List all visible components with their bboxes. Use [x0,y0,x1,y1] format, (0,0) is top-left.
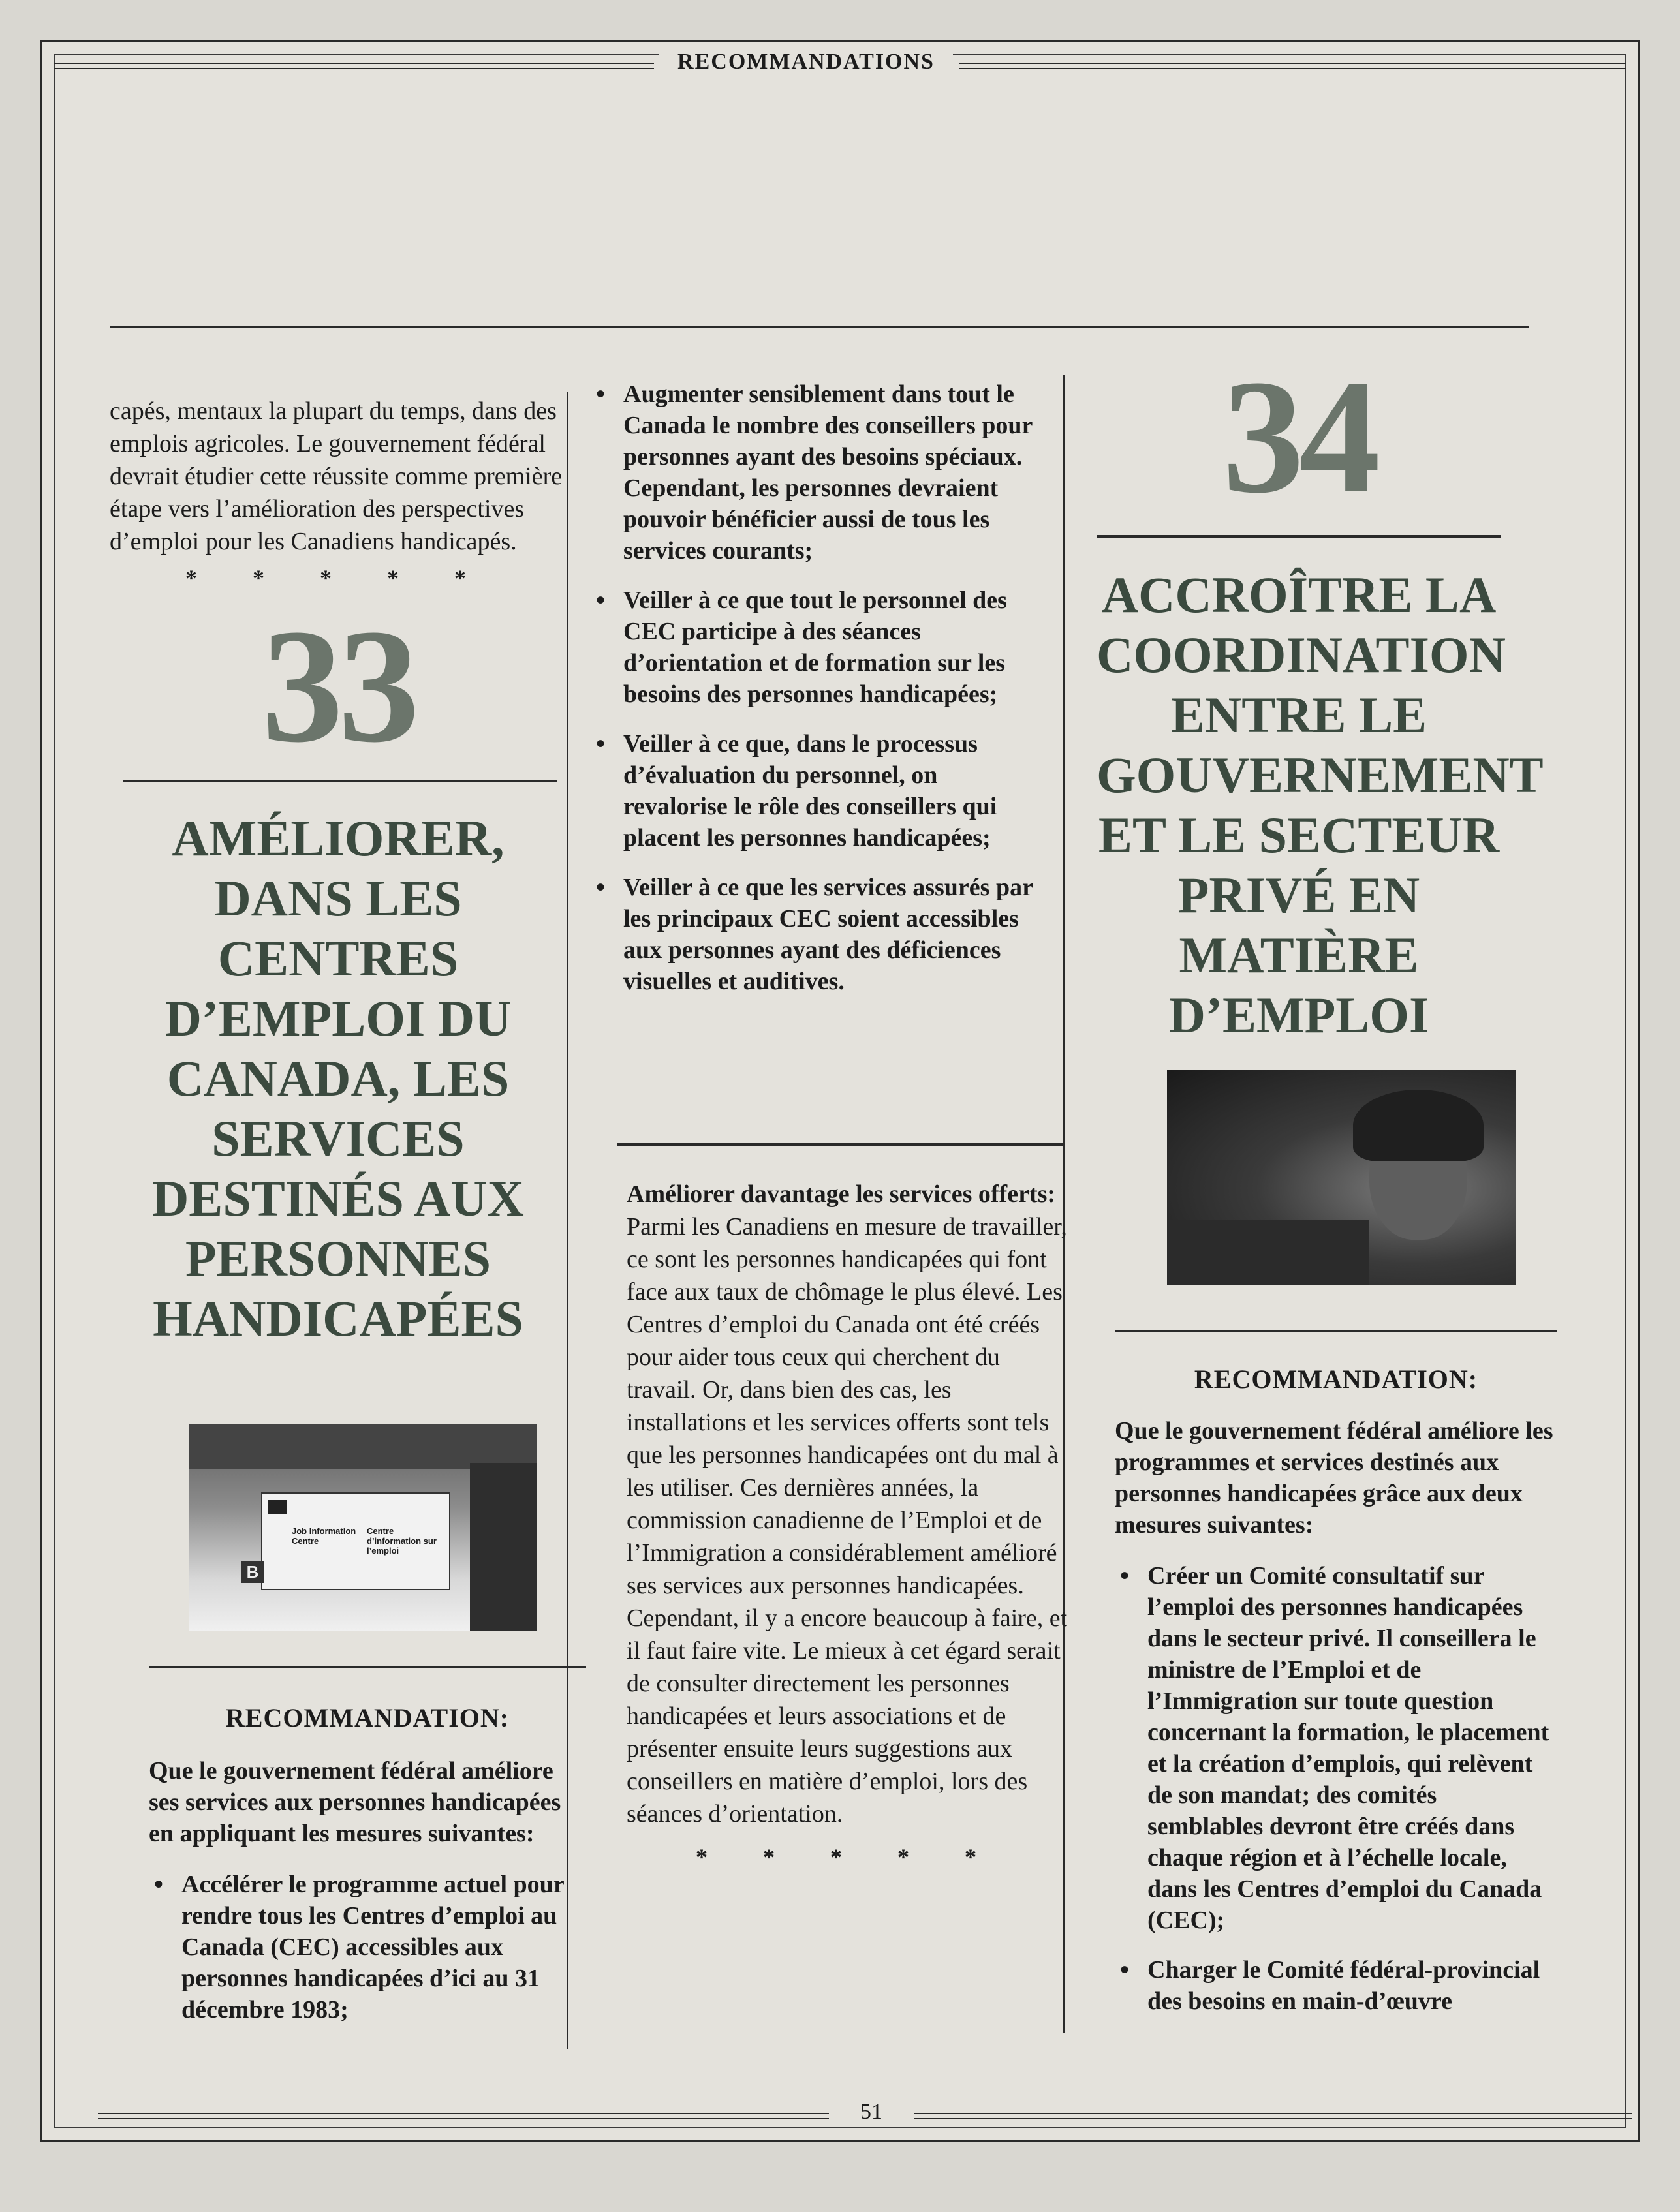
job-centre-photo [189,1424,537,1631]
section-number: 34 [1222,346,1375,527]
recommendation-list [149,1869,586,2025]
header-rule-right-2 [959,68,1626,69]
footer-rule-right [914,2113,1632,2114]
page-number: 51 [832,2100,910,2125]
sign-french: Centre d’information sur l’emploi [367,1526,437,1556]
reco-rule [149,1666,586,1668]
photo-hair [1353,1090,1484,1161]
header-rule-left-2 [54,68,654,69]
reco-rule [1115,1330,1557,1332]
flag-icon [268,1500,287,1514]
column-divider-1 [567,392,568,2049]
photo-sign-board [261,1492,450,1590]
level-sign: B [241,1561,264,1583]
separator-stars: * * * * * [185,565,491,591]
section-rule [1097,535,1501,538]
photo-column [470,1463,537,1631]
column-2-rule [617,1143,1064,1146]
recommendation-title: RECOMMANDATION: [1194,1364,1478,1394]
recommendation-intro: Que le gouvernement fédéral améliore ses services aux personnes handicapées en appliquant les mesures suivantes: [149,1757,561,1847]
sign-english: Job Information Centre [292,1526,356,1546]
section-rule [123,780,557,782]
paragraph-lead: Améliorer davantage les services offerts: [627,1180,1056,1208]
recommendation-title: RECOMMANDATION: [225,1703,510,1732]
column-3 [1097,346,1544,1045]
column-2-body [627,1178,1070,1871]
list-item: • Veiller à ce que, dans le processus d’évaluation du personnel, on revalorise le rôle des conseillers qui placent les personnes handicapées; [591,728,1041,853]
footer-rule-left [98,2113,829,2114]
recommendation-list [1115,1560,1557,2017]
paragraph-text: Parmi les Canadiens en mesure de travailler, ce sont les personnes handicapées qui font face aux taux de chômage le plus élevé. Les Centres d’emploi du Canada ont été créés pour aider tous ceux qui cherchent du travail. Or, dans bien des cas, les installations et les services offerts sont tels que les personnes handicapées ont du mal à les utiliser. Ces dernières années, la commission canadienne de l’Emploi et de l’Immigration a considérablement amélioré ses services aux personnes handicapées. Cependant, il y a encore beaucoup à faire, et il faut faire vite. Le mieux à cet égard serait de consulter directement les personnes handicapées et leurs associations et de présenter ensuite leurs suggestions aux conseillers en matière d’emploi, lors des séances d’orientation. [627,1213,1068,1828]
separator-stars: * * * * * [696,1844,1001,1870]
footer-rule-left-2 [98,2118,829,2119]
top-rule [110,326,1529,328]
list-item: • Veiller à ce que les services assurés par les principaux CEC soient accessibles aux personnes ayant des déficiences visuelles et auditives. [591,872,1041,997]
running-header: RECOMMANDATIONS [659,47,953,77]
measures-list [591,378,1041,997]
section-heading: AMÉLIORER, DANS LES CENTRES D’EMPLOI DU CANADA, LES SERVICES DESTINÉS AUX PERSONNES HANDICAPÉES [151,810,525,1347]
footer-rule-right-2 [914,2118,1632,2119]
list-item: • Charger le Comité fédéral-provincial des besoins en main-d’œuvre [1115,1954,1557,2017]
column-1-reco [149,1666,586,2044]
column-3-reco [1115,1330,1557,2035]
header-rule-right [959,63,1626,64]
recommendation-intro: Que le gouvernement fédéral améliore les programmes et services destinés aux personnes handicapées grâce aux deux mesures suivantes: [1115,1417,1553,1539]
man-portrait-photo [1167,1070,1516,1285]
list-item: • Veiller à ce que tout le personnel des CEC participe à des séances d’orientation et de formation sur les besoins des personnes handicapées; [591,585,1041,710]
photo-foreground [1167,1220,1369,1285]
list-item: • Augmenter sensiblement dans tout le Canada le nombre des conseillers pour personnes ayant des besoins spéciaux. Cependant, les personnes devraient pouvoir bénéficier aussi de tous les services courants; [591,378,1041,566]
column-1 [110,395,567,1349]
section-heading: ACCROÎTRE LA COORDINATION ENTRE LE GOUVERNEMENT ET LE SECTEUR PRIVÉ EN MATIÈRE D’EMPLOI [1097,566,1544,1043]
list-item: • Accélérer le programme actuel pour rendre tous les Centres d’emploi au Canada (CEC) accessibles aux personnes handicapées d’ici au 31 décembre 1983; [149,1869,586,2025]
header-rule-left [54,63,654,64]
list-item: • Créer un Comité consultatif sur l’emploi des personnes handicapées dans le secteur privé. Il conseillera le ministre de l’Emploi et de l’Immigration sur toute question concernant la formation, le placement et la création d’emplois, qui relèvent de son mandat; des comités semblables devront être créés dans chaque région et à l’échelle locale, dans les Centres d’emploi du Canada (CEC); [1115,1560,1557,1936]
section-number: 33 [262,596,414,776]
column-2 [591,378,1041,1015]
services-paragraph [627,1178,1070,1830]
intro-paragraph: capés, mentaux la plupart du temps, dans des emplois agricoles. Le gouvernement fédéral devrait étudier cette réussite comme première étape vers l’amélioration des perspectives d’emploi pour les Canadiens handicapés. [110,397,563,555]
